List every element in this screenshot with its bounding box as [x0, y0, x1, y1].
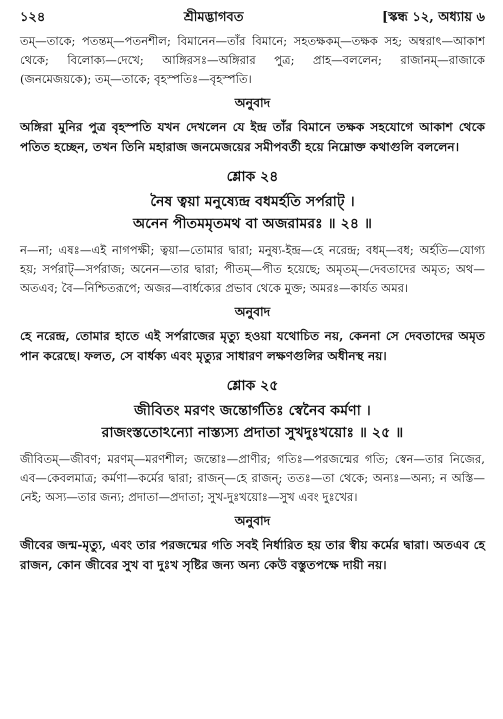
- sloka-24-title: শ্লোক ২৪: [226, 169, 279, 185]
- sloka-24-translation: হে নরেন্দ্র, তোমার হাতে এই সর্পরাজের মৃত্যু হওয়া যথোচিত নয়, কেননা সে দেবতাদের অমৃত পান করেছে। ফলত, সে বার্ধক্য এবং মৃত্যুর সাধারণ লক্ষণগুলির অধীনস্থ নয়।: [20, 329, 485, 363]
- sloka-25-translation-heading: অনুবাদ: [234, 513, 271, 528]
- sloka-25-title: শ্লোক ২৫: [226, 378, 279, 394]
- book-title: শ্রীমদ্ভাগবত: [183, 10, 244, 25]
- sloka-24-line-2: অনেন পীতমমৃতমথ বা অজরামরঃ ॥ ২৪ ॥: [133, 216, 372, 232]
- book-page: [20, 8, 485, 575]
- page-number: ১২৪: [20, 10, 46, 25]
- sloka-24-line-1: নৈষ ত্বয়া মনুষ্যেন্দ্র বধমর্হতি সর্পরাট্ ।: [150, 194, 355, 210]
- sloka-25-translation: জীবের জন্ম-মৃত্যু, এবং তার পরজন্মের গতি সবই নির্ধারিত হয় তার স্বীয় কর্মের দ্বারা। অতএব হে রাজন, কোন জীবের সুখ বা দুঃখ সৃষ্টির জন্য অন্য কেউ বস্তুতপক্ষে দায়ী নয়।: [20, 538, 485, 572]
- sloka-25-line-1: জীবিতং মরণং জন্তোর্গতিঃ স্বেনৈব কর্মণা ।: [134, 403, 371, 419]
- sloka-25-line-2: রাজংস্ততোঽন্যো নাস্ত্যস্য প্রদাতা সুখদুঃখয়োঃ ॥ ২৫ ॥: [101, 425, 404, 441]
- sloka-24-synonyms: ন—না; এষঃ—এই নাগপক্ষী; ত্বয়া—তোমার দ্বারা; মনুষ্য-ইন্দ্র—হে নরেন্দ্র; বধম্—বধ; অর্হতি—যোগ্য হয়; সর্পরাট্—সর্পরাজ; অনেন—তার দ্বারা; পীতম্—পীত হয়েছে; অমৃতম্—দেবতাদের অমৃত; অথ—অতএব; বৈ—নিশ্চিতরূপে; অজর—বার্ধক্যের প্রভাব থেকে মুক্ত; অমরঃ—কার্যত অমর।: [20, 243, 485, 295]
- sloka-25-synonyms: জীবিতম্—জীবণ; মরণম্—মরণশীল; জন্তোঃ—প্রাণীর; গতিঃ—পরজন্মের গতি; স্বেন—তার নিজের, এব—কেবলমাত্র; কর্মণা—কর্মের দ্বারা; রাজন্—হে রাজন্; ততঃ—তা থেকে; অন্যঃ—অন্য; ন অস্তি—নেই; অস্য—তার জন্য; প্রদাতা—প্রদাতা; সুখ-দুঃখয়োঃ—সুখ এবং দুঃখের।: [20, 452, 485, 504]
- chapter-reference: [স্কন্ধ ১২, অধ্যায় ৬: [382, 10, 485, 25]
- translation-23: অঙ্গিরা মুনির পুত্র বৃহস্পতি যখন দেখলেন যে ইন্দ্র তাঁর বিমানে তক্ষক সহযোগে আকাশ থেকে পতিত হচ্ছেন, তখন তিনি মহারাজ জনমেজয়ের সমীপবর্তী হয়ে নিম্নোক্ত কথাগুলি বললেন।: [20, 120, 485, 154]
- sloka-24-translation-heading: অনুবাদ: [234, 304, 271, 319]
- synonyms-23: তম্—তাকে; পতন্তম্—পতনশীল; বিমানেন—তাঁর বিমানে; সহতক্ষকম্—তক্ষক সহ; অম্বরাৎ—আকাশ থেকে; বিলোক্য—দেখে; আঙ্গিরসঃ—অঙ্গিরার পুত্র; প্রাহ—বললেন; রাজানম্—রাজাকে (জনমেজয়কে); তম্—তাকে; বৃহস্পতিঃ—বৃহস্পতি।: [20, 34, 485, 86]
- translation-heading-23: অনুবাদ: [234, 95, 271, 110]
- page-header: [20, 8, 485, 32]
